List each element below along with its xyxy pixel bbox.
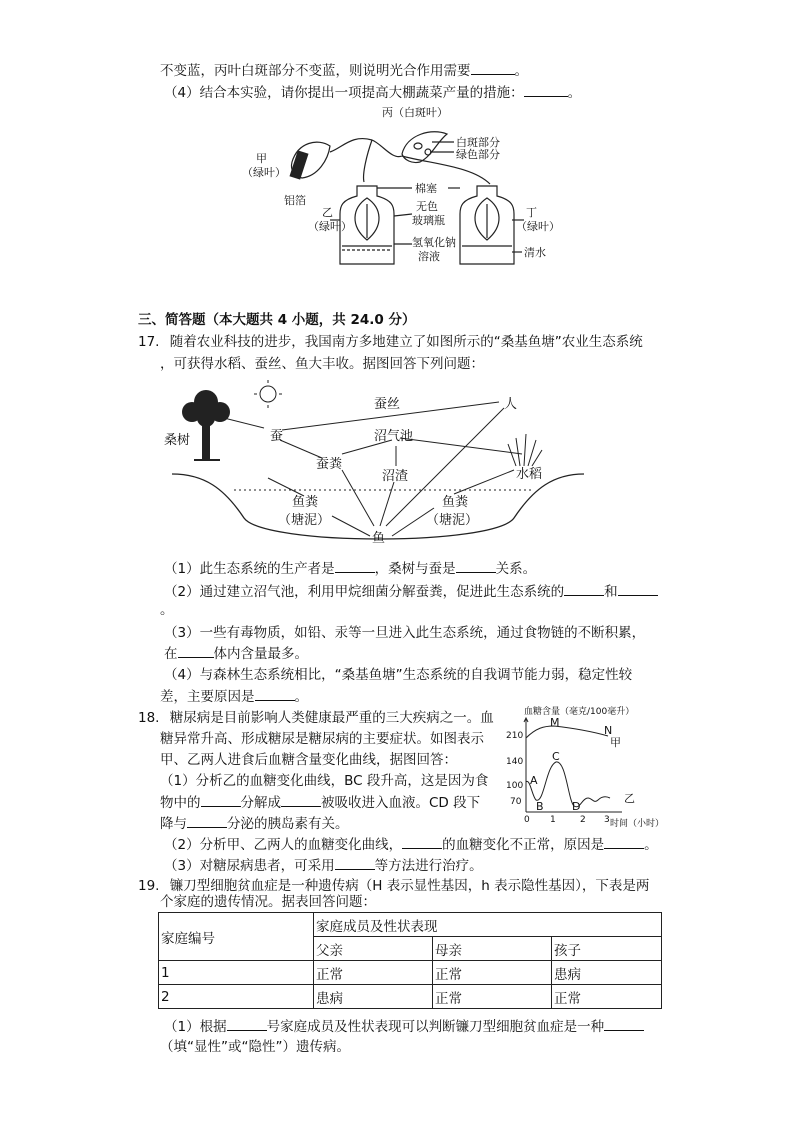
q17-p1-text-a: （1）此生态系统的生产者是 (164, 561, 335, 577)
cell-mother: 正常 (433, 985, 552, 1009)
section-heading: 三、简答题（本大题共 4 小题，共 24.0 分） (138, 312, 416, 328)
q17-part3-line2 (164, 643, 308, 664)
label-fish: 鱼 (372, 531, 386, 546)
answer-blank[interactable] (335, 855, 375, 870)
answer-blank[interactable] (524, 82, 568, 97)
x-tick-3: 3 (604, 815, 610, 825)
q17-stem-text1: 随着农业科技的进步，我国南方多地建立了如图所示的“桑基鱼塘”农业生态系统 (169, 334, 643, 350)
label-water: 清水 (524, 246, 546, 259)
chart-x-label: 时间（小时） (610, 819, 665, 828)
q17-p1-text-c: 关系。 (495, 561, 537, 577)
q16-line1-text: 不变蓝，丙叶白斑部分不变蓝，则说明光合作用需要 (160, 63, 471, 79)
q19-line2: 个家庭的遗传情况。据表回答问题： (160, 894, 376, 910)
q16-line1 (160, 60, 528, 81)
label-yi-sub: （绿叶） (308, 220, 352, 233)
q17-p3-text-c: 体内含量最多。 (213, 646, 308, 662)
cell-family: 1 (159, 961, 314, 985)
answer-blank[interactable] (201, 792, 241, 807)
q18-line1 (138, 708, 494, 728)
series-jia-line (526, 726, 608, 738)
label-human: 人 (504, 397, 518, 412)
aluminum-foil (290, 151, 308, 179)
label-ding: 丁 (526, 206, 537, 219)
q19-part1-line2: （填“显性”或“隐性”）遗传病。 (160, 1039, 350, 1055)
label-cotton: 棉塞 (415, 182, 437, 195)
table-row (159, 985, 662, 1009)
chart-y-label: 血糖含量（毫克/100毫升） (524, 707, 635, 717)
q17-part4: （4）与森林生态系统相比，“桑基鱼塘”生态系统的自我调节能力弱，稳定性较 (164, 667, 633, 683)
label-colorless: 无色 (416, 200, 438, 213)
header-father: 父亲 (314, 937, 433, 961)
q18-text-6b: 分泌的胰岛素有关。 (227, 816, 349, 832)
header-child: 孩子 (552, 937, 662, 961)
q17-p4-text-b: 差，主要原因是 (160, 689, 255, 705)
q18-line8 (164, 855, 483, 876)
x-tick-0: 0 (524, 815, 530, 825)
y-tick-140: 140 (506, 757, 524, 767)
q18-line6 (160, 813, 349, 834)
q17-part4-line2 (160, 686, 308, 707)
q16-line2-text: （4）结合本实验，请你提出一项提高大棚蔬菜产量的措施： (164, 85, 524, 101)
label-naoh: 氢氧化钠 (412, 236, 456, 249)
question-number: 18. (138, 710, 160, 726)
label-jia-sub: （绿叶） (242, 166, 286, 179)
q19-p1-text-a: （1）根据 (164, 1019, 227, 1035)
pond-outline (172, 474, 584, 539)
label-silk: 蚕丝 (374, 397, 401, 412)
answer-blank[interactable] (281, 792, 321, 807)
x-tick-1: 1 (550, 815, 556, 825)
q17-p2-text-b: 和 (604, 584, 618, 600)
point-d: D (572, 800, 581, 813)
label-pond-mud-left: （塘泥） (278, 513, 331, 528)
point-c: C (552, 750, 560, 763)
point-a: A (530, 774, 538, 787)
label-silkworm-dung: 蚕粪 (316, 457, 343, 472)
cell-child: 正常 (552, 985, 662, 1009)
q17-part1 (164, 558, 536, 579)
label-ding-sub: （绿叶） (516, 220, 560, 233)
q17-part3: （3）一些有毒物质，如铅、汞等一旦进入此生态系统，通过食物链的不断积累， (164, 625, 646, 641)
q18-text-5b: 分解成 (240, 795, 281, 811)
q16-line2 (164, 82, 581, 103)
label-silkworm: 蚕 (270, 429, 284, 444)
answer-blank[interactable] (471, 60, 515, 75)
q17-part2 (164, 581, 658, 602)
answer-blank[interactable] (187, 813, 227, 828)
q19-text-1: 镰刀型细胞贫血症是一种遗传病（H 表示显性基因，h 表示隐性基因），下表是两 (169, 878, 650, 894)
label-pond-mud-right: （塘泥） (426, 513, 479, 528)
q18-line3: 甲、乙两人进食后血糖含量变化曲线，据图回答： (160, 752, 457, 768)
q18-text-8a: （3）对糖尿病患者，可采用 (164, 858, 335, 874)
label-rice: 水稻 (516, 467, 543, 482)
answer-blank[interactable] (456, 558, 496, 573)
q19-p1-text-b: 号家庭成员及性状表现可以判断镰刀型细胞贫血症是一种 (266, 1019, 605, 1035)
answer-blank[interactable] (227, 1016, 267, 1031)
cell-family: 2 (159, 985, 314, 1009)
q18-line4: （1）分析乙的血糖变化曲线，BC 段升高，这是因为食 (160, 773, 489, 789)
q18-text-6a: 降与 (160, 816, 187, 832)
label-glass-bottle: 玻璃瓶 (412, 214, 445, 227)
header-family-number: 家庭编号 (159, 913, 314, 961)
x-tick-2: 2 (580, 815, 586, 825)
q18-line2: 糖异常升高、形成糖尿是糖尿病的主要症状。如图表示 (160, 731, 484, 747)
q17-stem-line1 (138, 332, 643, 352)
q18-text-7b: 的血糖变化不正常，原因是 (442, 837, 605, 853)
answer-blank[interactable] (604, 834, 644, 849)
answer-blank[interactable] (335, 558, 375, 573)
point-n: N (604, 724, 613, 737)
family-table (158, 912, 662, 1009)
answer-blank[interactable] (604, 1016, 644, 1031)
q19-part1 (164, 1016, 644, 1037)
q18-text-5c: 被吸收进入血液。CD 段下 (321, 795, 481, 811)
q17-p2-end: 。 (160, 602, 174, 618)
series-jia-label: 甲 (610, 736, 621, 749)
header-members: 家庭成员及性状表现 (314, 913, 662, 937)
q17-p4-text-c: 。 (294, 689, 308, 705)
y-tick-210: 210 (506, 731, 524, 741)
sun-icon (254, 380, 282, 408)
header-mother: 母亲 (433, 937, 552, 961)
q18-text-7c: 。 (644, 837, 658, 853)
question-number: 19. (138, 878, 160, 894)
cell-father: 正常 (314, 961, 433, 985)
label-jia: 甲 (256, 152, 267, 165)
q16-line1-end: 。 (514, 63, 528, 79)
label-white-part: 白斑部分 (456, 136, 500, 149)
blood-sugar-chart (500, 704, 665, 828)
label-mulberry: 桑树 (164, 433, 191, 448)
table-row (159, 961, 662, 985)
answer-blank[interactable] (255, 686, 295, 701)
answer-blank[interactable] (564, 581, 604, 596)
mulberry-fish-pond-figure (164, 378, 584, 553)
y-tick-70: 70 (510, 797, 522, 807)
question-number: 17. (138, 334, 160, 350)
answer-blank[interactable] (618, 581, 658, 596)
rice-icon (508, 434, 542, 466)
label-foil: 铝箔 (284, 194, 306, 207)
q18-line7 (164, 834, 658, 855)
answer-blank[interactable] (178, 643, 214, 658)
label-biogas-residue: 沼渣 (382, 469, 409, 484)
q17-p2-text-a: （2）通过建立沼气池，利用甲烷细菌分解蚕粪，促进此生态系统的 (164, 584, 565, 600)
series-yi-label: 乙 (624, 792, 635, 805)
cell-child: 患病 (552, 961, 662, 985)
answer-blank[interactable] (402, 834, 442, 849)
photosynthesis-experiment-figure (232, 104, 562, 274)
point-b: B (536, 800, 544, 813)
label-biogas-pool: 沼气池 (374, 429, 414, 444)
label-yi: 乙 (322, 206, 333, 219)
point-m: M (550, 716, 560, 729)
label-bing: 丙（白斑叶） (382, 106, 448, 119)
label-green-part: 绿色部分 (456, 148, 500, 161)
q17-stem-line2: ，可获得水稻、蚕丝、鱼大丰收。据图回答下列问题： (160, 356, 484, 372)
q18-text-1: 糖尿病是目前影响人类健康最严重的三大疾病之一。血 (169, 710, 494, 726)
q17-p1-text-b: ，桑树与蚕是 (374, 561, 456, 577)
mulberry-tree-icon (182, 390, 230, 460)
q18-text-8b: 等方法进行治疗。 (374, 858, 483, 874)
q17-p3-text-b: 在 (164, 646, 178, 662)
label-fish-dung-left: 鱼粪 (292, 495, 319, 510)
cell-father: 患病 (314, 985, 433, 1009)
label-solution: 溶液 (418, 250, 440, 263)
q18-text-5a: 物中的 (160, 795, 201, 811)
y-tick-100: 100 (506, 781, 524, 791)
q16-line2-end: 。 (567, 85, 582, 101)
q18-line5 (160, 792, 480, 813)
cell-mother: 正常 (433, 961, 552, 985)
table-header-row (159, 913, 662, 937)
label-fish-dung-right: 鱼粪 (442, 495, 469, 510)
q18-text-7a: （2）分析甲、乙两人的血糖变化曲线， (164, 837, 403, 853)
